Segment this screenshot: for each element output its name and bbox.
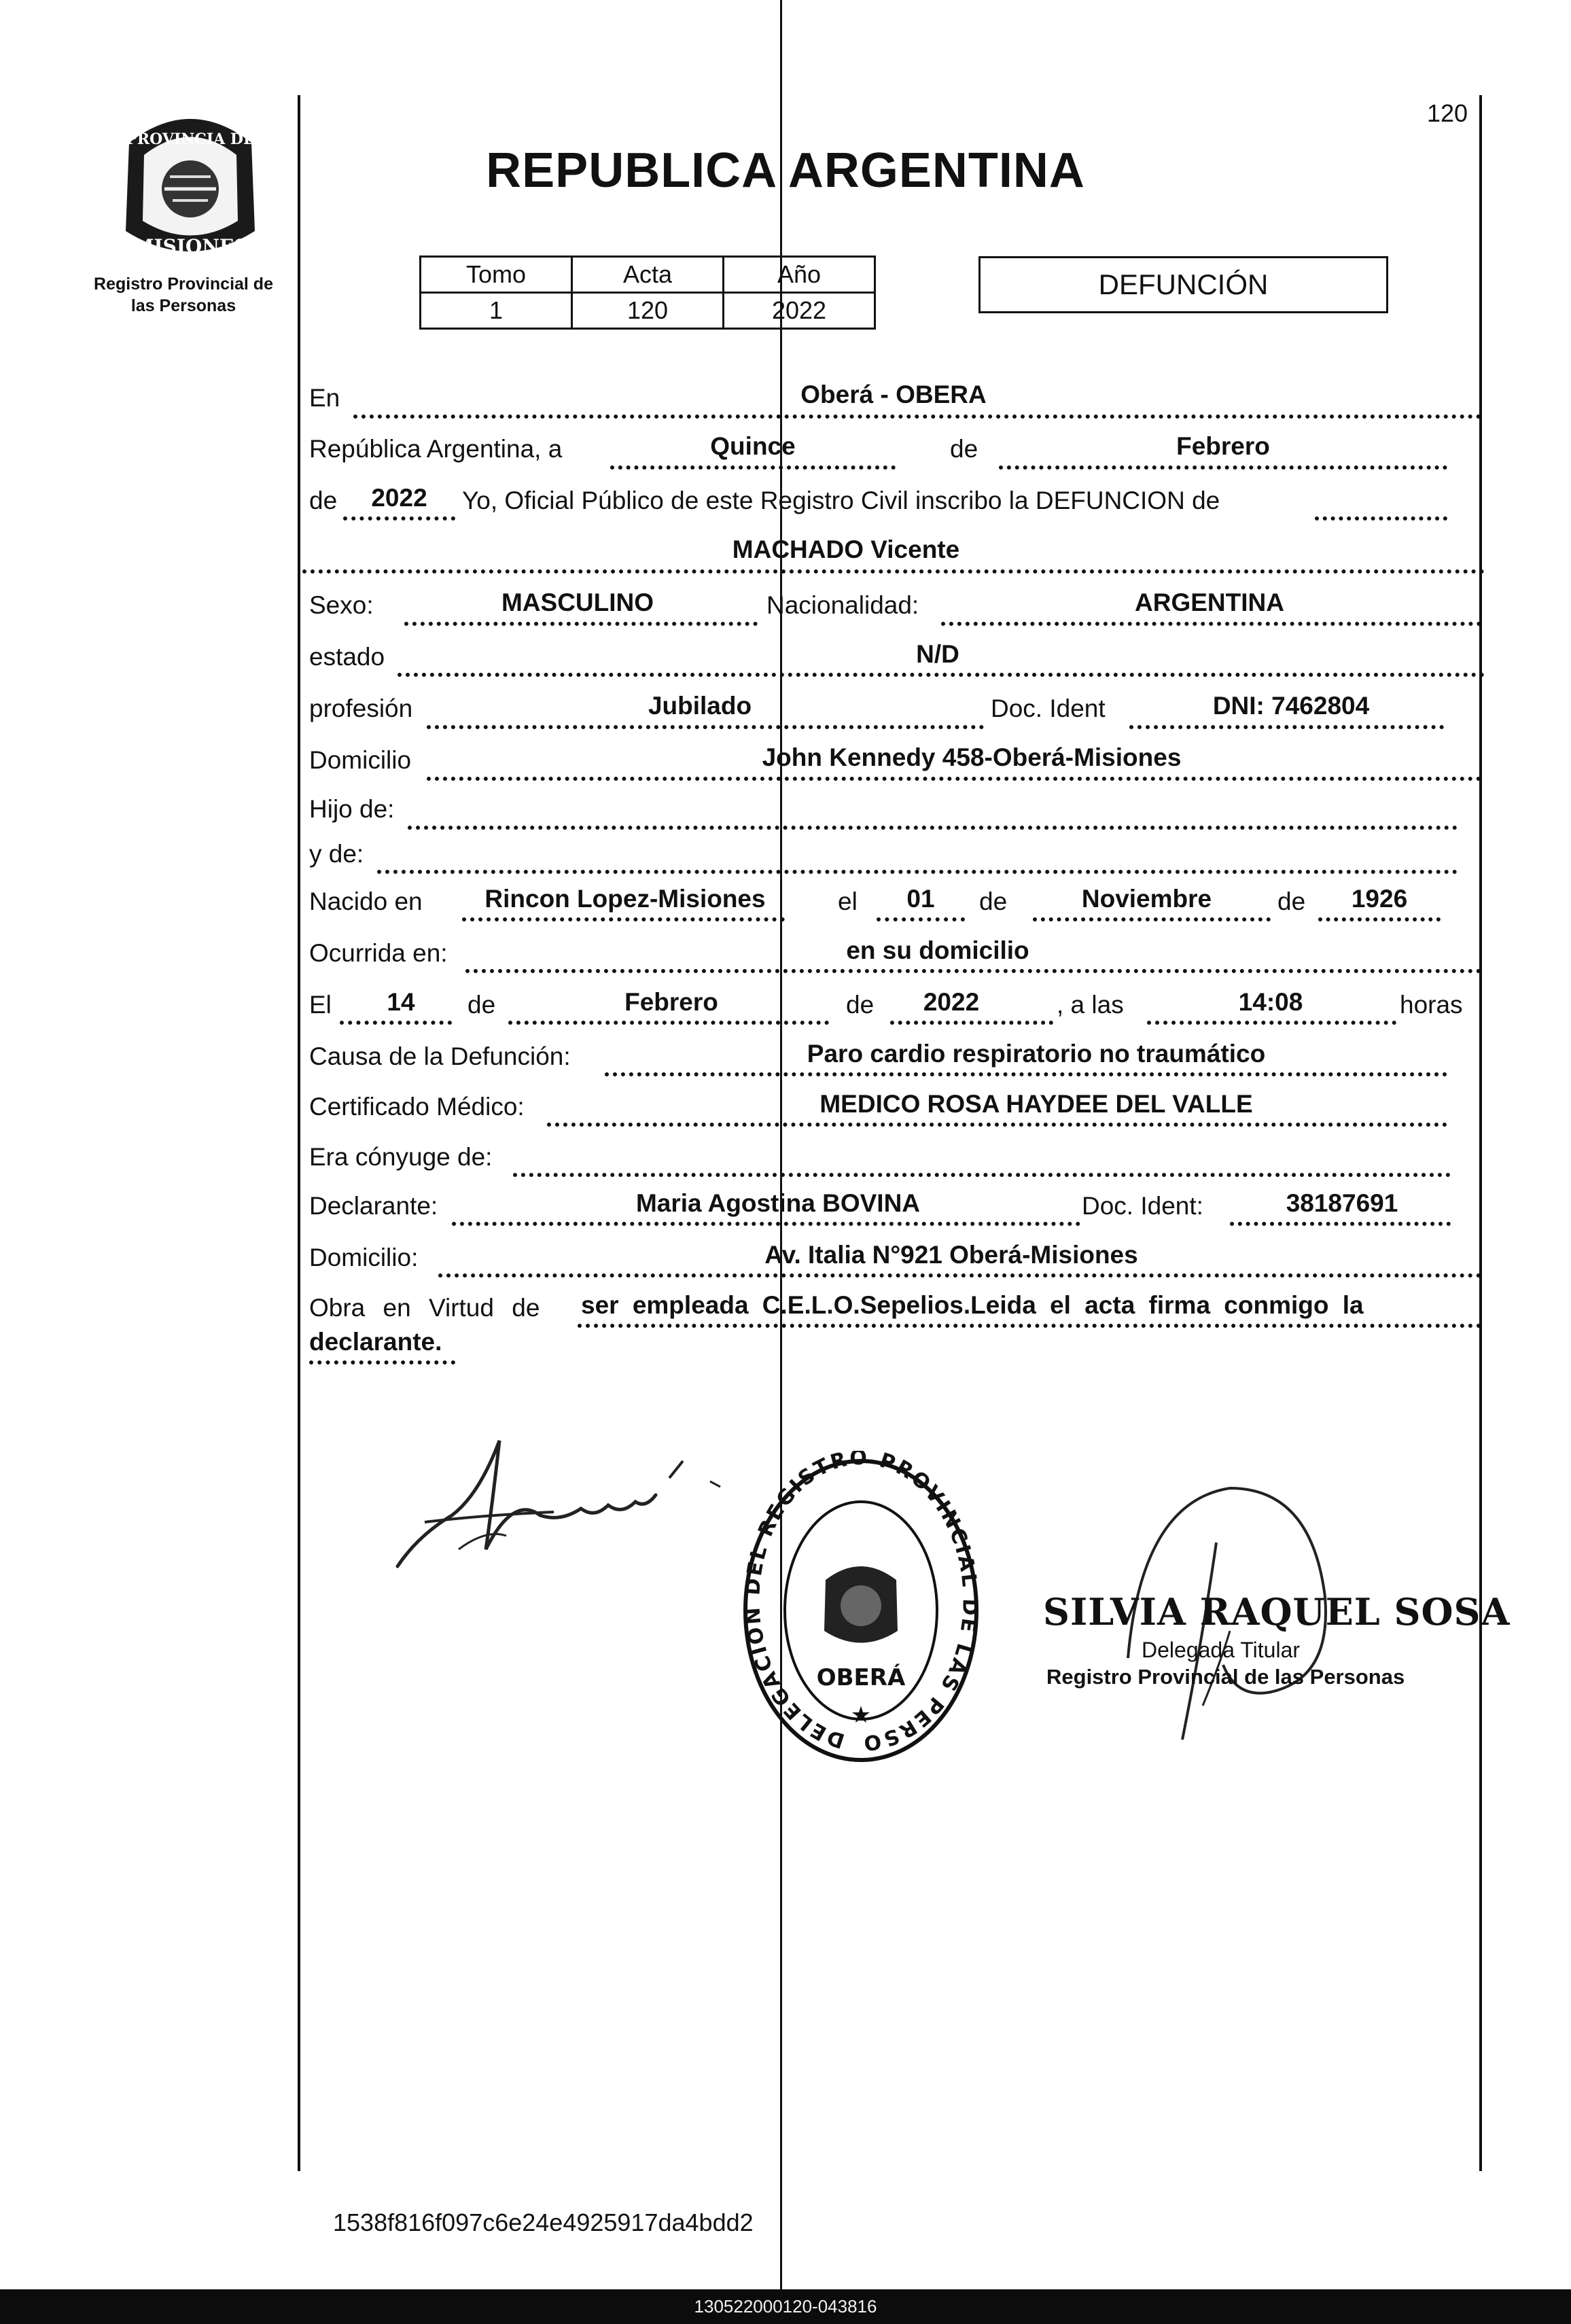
nacido-de-label-1: de	[979, 887, 1008, 915]
ocurrida-value: en su domicilio	[846, 936, 1029, 964]
svg-text:PROVINCIA DE: PROVINCIA DE	[126, 130, 255, 148]
estado-value: N/D	[916, 640, 959, 668]
en-label: En	[309, 384, 340, 412]
declarante-doc-value: 38187691	[1286, 1189, 1398, 1217]
declarante-label: Declarante:	[309, 1192, 438, 1220]
registry-label: Registro Provincial de las Personas	[94, 275, 273, 315]
nacido-anio-value: 1926	[1351, 885, 1408, 913]
muerte-de-label-2: de	[846, 991, 875, 1019]
declarante-value: Maria Agostina BOVINA	[635, 1189, 921, 1217]
document-hash: 1538f816f097c6e24e4925917da4bdd2	[333, 2208, 754, 2236]
svg-text:OBERÁ: OBERÁ	[816, 1664, 906, 1691]
nacionalidad-label: Nacionalidad:	[766, 591, 919, 619]
doc-ident-value: DNI: 7462804	[1212, 692, 1370, 720]
conyuge-label: Era cónyuge de:	[309, 1143, 493, 1171]
horas-label: horas	[1400, 991, 1463, 1019]
page-title: REPUBLICA ARGENTINA	[486, 143, 1085, 198]
declarante-domicilio-value: Av. Italia N°921 Oberá-Misiones	[764, 1241, 1138, 1269]
profesion-label: profesión	[309, 694, 413, 722]
deceased-name-value: MACHADO Vicente	[732, 535, 960, 563]
y-de-label: y de:	[309, 840, 364, 868]
muerte-de-label-1: de	[467, 991, 496, 1019]
delegation-seal	[737, 1451, 985, 1770]
record-number-table	[419, 256, 876, 330]
muerte-hora-value: 14:08	[1238, 988, 1303, 1016]
el-label: El	[309, 991, 332, 1019]
nacido-mes-value: Noviembre	[1081, 885, 1212, 913]
left-margin-line	[298, 95, 300, 2171]
ocurrida-label: Ocurrida en:	[309, 939, 448, 967]
center-fold-line	[780, 0, 782, 2289]
declarante-doc-label: Doc. Ident:	[1082, 1192, 1203, 1220]
republica-label: República Argentina, a	[309, 435, 563, 463]
record-type-box	[978, 256, 1388, 313]
svg-text:MISIONES: MISIONES	[133, 235, 248, 258]
hijo-label: Hijo de:	[309, 795, 395, 823]
doc-ident-label: Doc. Ident	[991, 694, 1106, 722]
header-anio: Año	[724, 257, 875, 293]
estado-label: estado	[309, 643, 385, 671]
y-de-line	[377, 843, 1458, 874]
de-label-2: de	[309, 487, 338, 514]
profesion-value: Jubilado	[648, 692, 752, 720]
official-name: SILVIA RAQUEL SOSA	[1043, 1590, 1511, 1634]
obra-text-line2: declarante.	[309, 1328, 442, 1356]
nacido-dia-value: 01	[906, 885, 935, 913]
nacido-label: Nacido en	[309, 887, 423, 915]
muerte-mes-value: Febrero	[624, 988, 718, 1016]
sexo-value: MASCULINO	[501, 588, 654, 616]
causa-value: Paro cardio respiratorio no traumático	[807, 1040, 1266, 1068]
de-label-1: de	[950, 435, 978, 463]
sexo-label: Sexo:	[309, 591, 374, 619]
nacido-lugar-value: Rincon Lopez-Misiones	[484, 885, 766, 913]
header-acta: Acta	[572, 257, 724, 293]
certificado-value: MEDICO ROSA HAYDEE DEL VALLE	[819, 1090, 1253, 1118]
nacido-el-label: el	[838, 887, 858, 915]
domicilio-value: John Kennedy 458-Oberá-Misiones	[762, 743, 1182, 771]
value-tomo: 1	[421, 293, 572, 329]
domicilio-label: Domicilio	[309, 746, 412, 774]
nacionalidad-value: ARGENTINA	[1135, 588, 1284, 616]
obra-label: Obra en Virtud de	[309, 1294, 540, 1322]
hijo-line	[408, 798, 1458, 830]
official-organization: Registro Provincial de las Personas	[1046, 1665, 1405, 1689]
nacido-de-label-2: de	[1277, 887, 1306, 915]
day-words-value: Quince	[710, 432, 796, 460]
record-type-label: DEFUNCIÓN	[1098, 268, 1269, 300]
value-acta: 120	[572, 293, 724, 329]
place-value: Oberá - OBERA	[800, 381, 987, 408]
certificado-label: Certificado Médico:	[309, 1093, 525, 1121]
a-las-label: , a las	[1057, 991, 1124, 1019]
causa-label: Causa de la Defunción:	[309, 1042, 571, 1070]
declarant-signature	[377, 1413, 730, 1577]
declarante-domicilio-label: Domicilio:	[309, 1244, 419, 1271]
statement-text: Yo, Oficial Público de este Registro Civil inscribo la DEFUNCION de	[462, 487, 1220, 514]
document-code: 130522000120-043816	[694, 2296, 877, 2317]
svg-text:DELEGACION DEL REGISTRO PROVIN: DELEGACION DEL REGISTRO PROVINCIAL DE LAS PERSO	[741, 1451, 982, 1755]
official-role: Delegada Titular	[1142, 1638, 1301, 1662]
muerte-dia-value: 14	[387, 988, 415, 1016]
obra-text-line1: ser empleada C.E.L.O.Sepelios.Leida el acta firma conmigo la	[581, 1291, 1364, 1319]
statement-line	[1315, 489, 1447, 521]
page-number: 120	[1427, 99, 1468, 127]
year-value: 2022	[371, 484, 427, 512]
value-anio: 2022	[724, 293, 875, 329]
svg-text:★: ★	[850, 1702, 872, 1728]
conyuge-line	[513, 1146, 1451, 1177]
muerte-anio-value: 2022	[923, 988, 980, 1016]
footer-bar	[0, 2289, 1571, 2324]
header-tomo: Tomo	[421, 257, 572, 293]
month-value: Febrero	[1176, 432, 1270, 460]
